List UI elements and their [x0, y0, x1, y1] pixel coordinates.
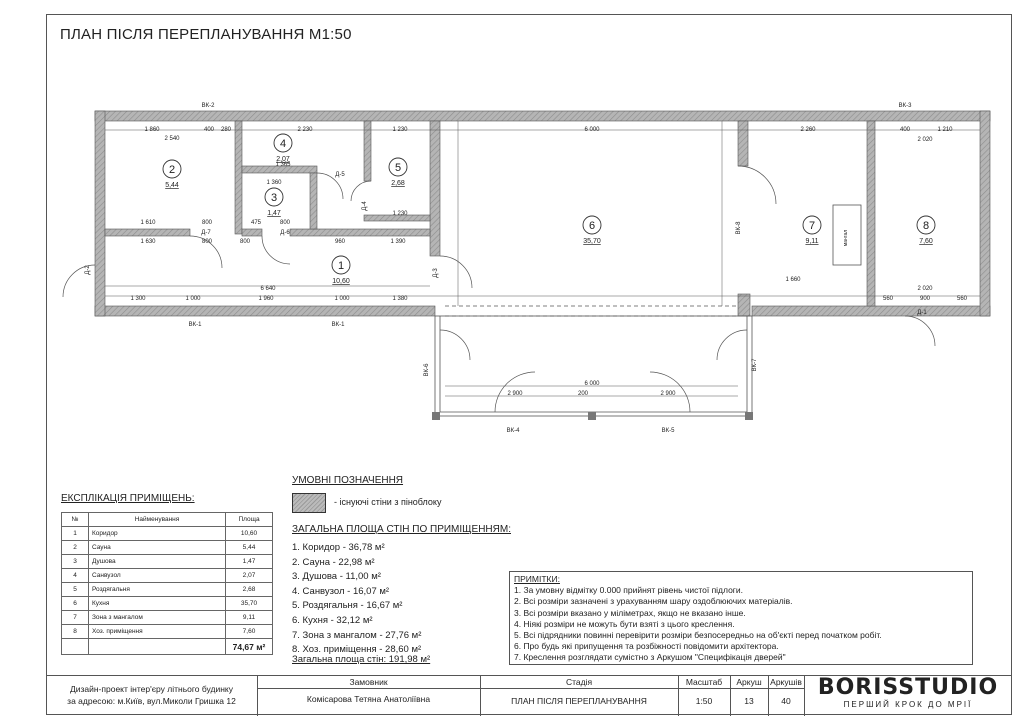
- room-area: 35,70: [583, 238, 601, 245]
- row-num: 5: [62, 583, 89, 597]
- room-number: 4: [279, 138, 287, 150]
- row-area: 7,60: [226, 625, 273, 639]
- row-area: 5,44: [226, 541, 273, 555]
- col-header: Найменування: [89, 513, 226, 527]
- dim-text: 2 230: [297, 127, 313, 133]
- door-label: Д-2: [85, 265, 91, 275]
- dim-text: 280: [220, 127, 232, 133]
- stage-value: ПЛАН ПІСЛЯ ПЕРЕПЛАНУВАННЯ: [511, 696, 647, 706]
- row-num: 7: [62, 611, 89, 625]
- room-number: 6: [588, 220, 596, 232]
- room-area: 2,07: [276, 156, 290, 163]
- row-name: Зона з мангалом: [89, 611, 226, 625]
- dim-text: 1 210: [937, 127, 953, 133]
- logo-slogan: ПЕРШИЙ КРОК ДО МРІЇ: [843, 700, 973, 709]
- room-number: 1: [337, 260, 345, 272]
- dim-text: 6 640: [260, 286, 276, 292]
- room-area: 1,47: [267, 210, 281, 217]
- row-name: Душова: [89, 555, 226, 569]
- table-row: [62, 625, 273, 639]
- wall-inner-k: [310, 173, 317, 229]
- sheets-value: 40: [781, 696, 791, 706]
- room-area: 9,11: [805, 238, 819, 245]
- empty-cell: [89, 639, 226, 655]
- walls-item: 2. Сауна - 22,98 м²: [292, 556, 375, 568]
- row-num: 6: [62, 597, 89, 611]
- door-arc: [738, 166, 776, 204]
- window-label: ВК-1: [331, 322, 345, 328]
- notes-box: [509, 571, 973, 665]
- dim-text: 1 000: [334, 296, 350, 302]
- door-label: Д-1: [917, 310, 927, 316]
- scale-value: 1:50: [695, 696, 713, 706]
- window-label: ВК-7: [752, 358, 758, 372]
- door-label: Д-5: [335, 172, 345, 178]
- explication-table: [61, 512, 273, 655]
- dim-text: 2 020: [917, 286, 933, 292]
- empty-cell: [62, 639, 89, 655]
- column: [588, 412, 596, 420]
- wall-left: [95, 111, 105, 316]
- walls-item: 6. Кухня - 32,12 м²: [292, 614, 373, 626]
- window-label: ВК-5: [661, 428, 675, 434]
- window-label: ВК-3: [898, 103, 912, 109]
- studio-logo: [805, 676, 1011, 714]
- row-num: 4: [62, 569, 89, 583]
- notes-title: ПРИМІТКИ:: [514, 574, 560, 584]
- walls-item: 3. Душова - 11,00 м²: [292, 571, 381, 583]
- room-number: 7: [808, 220, 816, 232]
- row-area: 9,11: [226, 611, 273, 625]
- window-label: ВК-2: [201, 103, 215, 109]
- door-label: Д-7: [201, 230, 211, 236]
- dim-text: 960: [334, 239, 346, 245]
- walls-item: 7. Зона з мангалом - 27,76 м²: [292, 629, 422, 641]
- table-row: [62, 597, 273, 611]
- total-area: 74,67 м²: [226, 639, 273, 655]
- mangal-label: мангал: [843, 229, 849, 247]
- table-row: [62, 611, 273, 625]
- dim-text: 1 230: [392, 211, 408, 217]
- dim-text: 2 540: [164, 136, 180, 142]
- dim-text: 800: [239, 239, 251, 245]
- row-area: 10,60: [226, 527, 273, 541]
- wall-inner-j: [290, 229, 430, 236]
- dim-text: 1 960: [258, 296, 274, 302]
- door-label: ВК-8: [736, 221, 742, 235]
- dim-text: 6 000: [584, 127, 600, 133]
- dim-text: 2 900: [660, 391, 676, 397]
- window-label: ВК-6: [424, 363, 430, 377]
- wall-inner-e: [738, 121, 748, 166]
- note-item: 6. Про будь які припущення та розбіжності повідомити архітектора.: [514, 641, 779, 652]
- row-name: Коридор: [89, 527, 226, 541]
- table-row: [62, 555, 273, 569]
- dim-text: 400: [899, 127, 911, 133]
- door-label: Д-4: [362, 201, 368, 211]
- room-number: 5: [394, 162, 402, 174]
- window-label: ВК-4: [506, 428, 520, 434]
- door-arc: [440, 330, 470, 360]
- dim-text: 1 390: [390, 239, 406, 245]
- dim-text: 200: [577, 391, 589, 397]
- row-area: 35,70: [226, 597, 273, 611]
- row-name: Роздягальня: [89, 583, 226, 597]
- row-area: 2,07: [226, 569, 273, 583]
- dim-text: 900: [919, 296, 931, 302]
- table-row: [62, 569, 273, 583]
- row-name: Санвузол: [89, 569, 226, 583]
- walls-item: 5. Роздягальня - 16,67 м²: [292, 600, 403, 612]
- dim-text: 1 230: [392, 127, 408, 133]
- project-address: за адресою: м.Київ, вул.Миколи Гришка 12: [67, 696, 236, 706]
- note-item: 1. За умовну відмітку 0.000 прийнят рівень чистої підлоги.: [514, 585, 744, 596]
- logo-name: BORISSTUDIO: [817, 675, 999, 700]
- door-arc: [717, 330, 747, 360]
- wall-bottom-right: [752, 306, 990, 316]
- project-name: Дизайн-проект інтер'єру літнього будинку: [69, 684, 233, 694]
- dim-text: 2 020: [917, 137, 933, 143]
- row-name: Кухня: [89, 597, 226, 611]
- dim-text: 1 860: [144, 127, 160, 133]
- table-header: [62, 513, 273, 527]
- divider: [257, 688, 804, 689]
- dim-text: 1 365: [275, 162, 291, 168]
- dim-text: 1 610: [140, 220, 156, 226]
- dim-text: 1 360: [266, 180, 282, 186]
- wall-bottom-left: [95, 306, 435, 316]
- dim-text: 560: [882, 296, 894, 302]
- col-header: Площа: [226, 513, 273, 527]
- dim-text: 1 000: [185, 296, 201, 302]
- dim-text: 6 000: [584, 381, 600, 387]
- page-title: ПЛАН ПІСЛЯ ПЕРЕПЛАНУВАННЯ М1:50: [60, 26, 352, 43]
- dim-text: 1 630: [140, 239, 156, 245]
- dim-text: 1 300: [130, 296, 146, 302]
- scale-header: Масштаб: [685, 677, 723, 687]
- column: [432, 412, 440, 420]
- dim-text: 800: [279, 220, 291, 226]
- row-area: 2,68: [226, 583, 273, 597]
- note-item: 2. Всі розміри зазначені з урахуванням шару оздоблюючих матеріалів.: [514, 596, 793, 607]
- room-area: 5,44: [165, 182, 179, 189]
- note-item: 5. Всі підрядники повинні перевірити розміри безпосередньо на об'єкті перед початком робіт.: [514, 630, 882, 641]
- room-area: 10,60: [332, 278, 350, 285]
- table-row: [62, 527, 273, 541]
- dim-text: 800: [201, 220, 213, 226]
- dim-text: 560: [956, 296, 968, 302]
- wall-inner-d: [867, 121, 875, 306]
- walls-item: 8. Хоз. приміщення - 28,60 м²: [292, 644, 422, 656]
- customer-name: Комісарова Тетяна Анатоліївна: [306, 694, 431, 704]
- col-header: №: [62, 513, 89, 527]
- door-arc: [440, 256, 472, 288]
- dim-text: 400: [203, 127, 215, 133]
- wall-top: [95, 111, 990, 121]
- dim-text: 800: [201, 239, 213, 245]
- stage-header: Стадія: [565, 677, 593, 687]
- room-area: 2,68: [391, 180, 405, 187]
- dim-text: 2 260: [800, 127, 816, 133]
- walls-item: 1. Коридор - 36,78 м²: [292, 542, 385, 553]
- sheet-header: Аркуш: [736, 677, 762, 687]
- door-label: Д-6: [280, 230, 290, 236]
- row-name: Хоз. приміщення: [89, 625, 226, 639]
- note-item: 7. Креслення розглядати сумістно з Аркушом "Специфікація дверей": [514, 652, 786, 663]
- explication-title: ЕКСПЛІКАЦІЯ ПРИМІЩЕНЬ:: [61, 493, 195, 504]
- veranda-outline: [435, 316, 752, 416]
- column: [745, 412, 753, 420]
- sheet-value: 13: [744, 696, 754, 706]
- wall-right: [980, 111, 990, 316]
- hatch-label: - існуючі стіни з піноблоку: [334, 497, 442, 507]
- customer-header: Замовник: [349, 677, 388, 687]
- dim-text: 475: [250, 220, 262, 226]
- row-num: 1: [62, 527, 89, 541]
- note-item: 4. Ніякі розміри не можуть бути взяті з цього креслення.: [514, 618, 735, 629]
- walls-list: [292, 541, 421, 658]
- table-row: [62, 541, 273, 555]
- legend-title: УМОВНІ ПОЗНАЧЕННЯ: [292, 475, 404, 486]
- wall-inner-c: [430, 121, 440, 256]
- table-row: [62, 583, 273, 597]
- row-num: 3: [62, 555, 89, 569]
- walls-total: Загальна площа стін: 191,98 м²: [292, 654, 431, 665]
- wall-inner-g: [105, 229, 190, 236]
- door-arc: [351, 181, 371, 201]
- walls-title: ЗАГАЛЬНА ПЛОЩА СТІН ПО ПРИМІЩЕННЯМ:: [292, 524, 511, 535]
- wall-inner-a: [235, 121, 242, 234]
- wall-inner-f: [738, 294, 750, 316]
- walls-item: 4. Санвузол - 16,07 м²: [292, 585, 390, 597]
- dim-text: 1 660: [785, 277, 801, 283]
- table-total-row: [62, 639, 273, 655]
- hatch-swatch: [292, 493, 326, 513]
- dim-text: 1 380: [392, 296, 408, 302]
- sheets-header: Аркушів: [770, 677, 802, 687]
- note-item: 3. Всі розміри вказано у міліметрах, якщо не вказано інше.: [514, 607, 746, 618]
- door-arc: [905, 316, 935, 346]
- dim-text: 2 900: [507, 391, 523, 397]
- door-arc: [262, 236, 290, 264]
- room-number: 8: [922, 220, 930, 232]
- row-num: 2: [62, 541, 89, 555]
- row-name: Сауна: [89, 541, 226, 555]
- window-label: ВК-1: [188, 322, 202, 328]
- room-number: 3: [270, 192, 278, 204]
- wall-inner-i: [242, 229, 262, 236]
- room-number: 2: [168, 164, 176, 176]
- door-label: Д-3: [433, 268, 439, 278]
- row-area: 1,47: [226, 555, 273, 569]
- row-num: 8: [62, 625, 89, 639]
- room-area: 7,60: [919, 238, 933, 245]
